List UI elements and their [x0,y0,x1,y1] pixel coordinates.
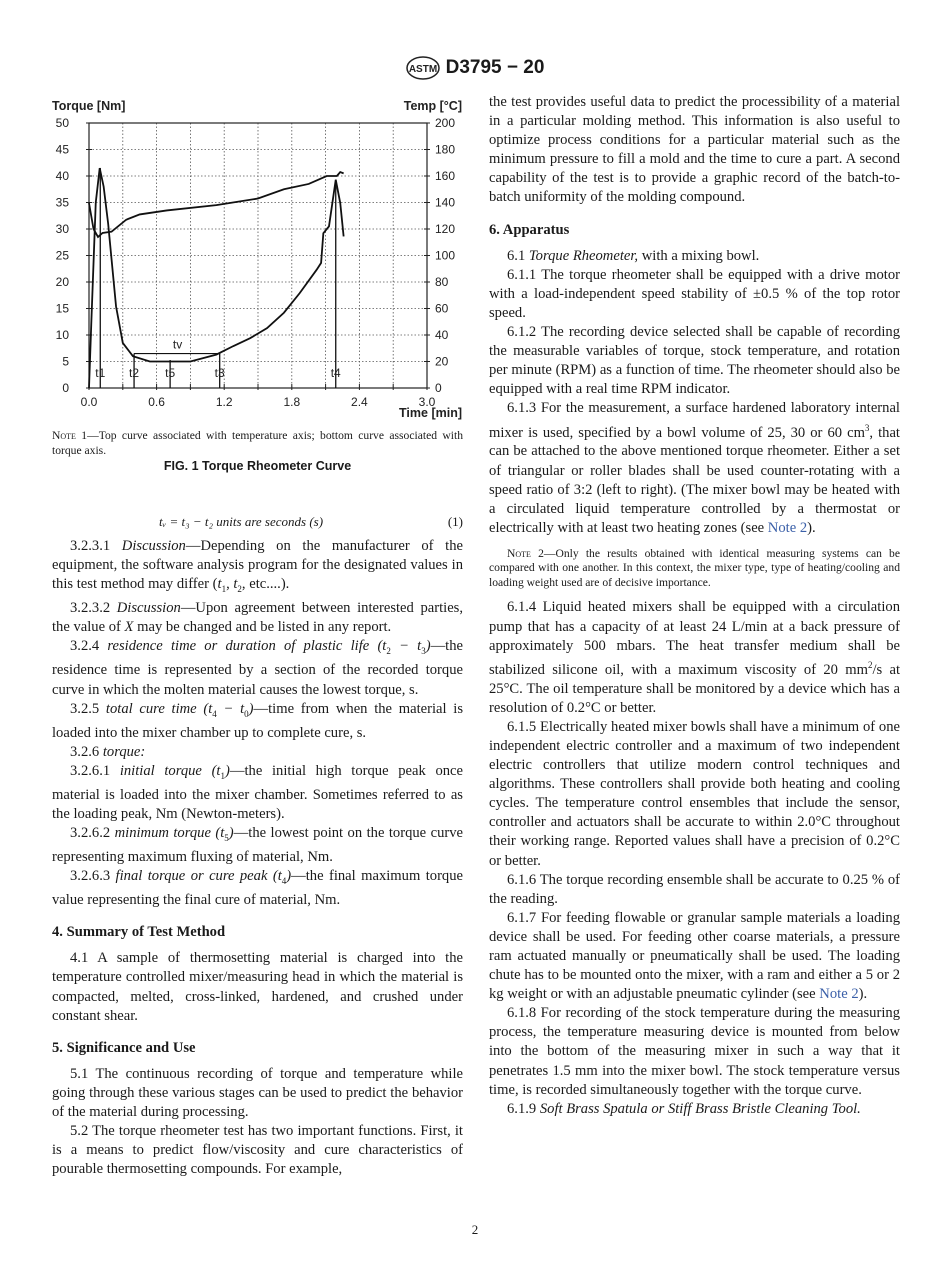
marker-label-t1: t1 [95,366,106,380]
section-heading [52,923,463,942]
y-tick-label: 20 [55,275,69,289]
y2-tick-label: 80 [435,275,449,289]
document-id: D3795 − 20 [445,57,545,79]
note [489,547,900,591]
text-run: 3 [864,422,870,433]
marker-label-t5: t5 [165,366,176,380]
note-link[interactable]: Note 2 [819,986,859,1003]
figure-caption: FIG. 1 Torque Rheometer Curve [163,459,352,473]
y2-tick-label: 160 [435,169,456,183]
text-run: 2 [237,584,242,595]
text-run: may be changed and be listed in any report. [133,619,392,636]
text-run: torque: [102,743,146,760]
text-run: , [226,576,234,593]
text-run: t [217,576,222,593]
paragraph [489,909,900,1004]
paragraph [52,537,463,599]
section-heading [52,1039,463,1058]
y-tick-label: 35 [55,195,69,210]
text-run: —Only the results obtained with identical measuring systems can be compared with one another. In this context, the mixer type, type of heating/cooling and loading weight used are of decisive importance. [489,546,901,589]
text-run: 6.1.6 The torque recording ensemble shall be accurate to 0.25 % of the reading. [489,871,900,907]
y2-tick-label: 60 [435,301,449,316]
text-run: minimum torque (t [114,825,225,842]
paragraph [52,1122,463,1179]
text-run: residence time or duration of plastic life (t [107,638,387,655]
torque-rheometer-chart [52,95,467,425]
text-run: 3.2.6.2 [70,825,115,842]
text-run: t [233,576,238,593]
text-run: —the residence time is represented by a section of the recorded torque curve in which the molten material causes the lowest torque, s. [52,638,463,698]
text-run: 5.1 The continuous recording of torque and temperature while going through these various stages can be used to predict the behavior of the material during processing. [52,1065,463,1120]
text-run: 6.1.3 For the measurement, a surface hardened laboratory internal mixer is used, specified by a bowl volume of 25, 30 or 60 cm [489,400,900,441]
paragraph [489,598,900,717]
text-run: —Upon agreement between interested parties, the value of [52,600,463,636]
text-run: /s at 25°C. The oil temperature shall be monitored by a device which has a resolution of 0.2°C or better. [489,661,900,716]
paragraph [489,247,900,266]
text-run: ) [225,762,230,779]
text-run: 6.1.2 The recording device selected shall be capable of recording the measurable variables of torque, stock temperature, and rotation per minute (RPM) as a function of time. The rheometer should also be equipped with a real time RPM indicator. [489,324,900,398]
y2-axis-label: Temp [°C] [403,99,462,113]
paragraph [489,1004,900,1099]
x-tick-label: 1.8 [283,395,301,409]
y-tick-label: 5 [62,354,69,369]
text-run: X [124,619,134,636]
text-run: 6.1.4 Liquid heated mixers shall be equipped with a circulation pump that has a capacity of at least 24 L/min at a back pressure of approximately 500 mbars. The heat transfer medium shall be stabilized silicone oil, with a maximum viscosity of 20 mm [489,599,900,678]
text-run: ) [286,868,292,885]
marker-label-t4: t4 [330,366,341,380]
text-run: ) [248,700,254,717]
text-run: 5.2 The torque rheometer test has two important functions. First, it is a means to predict flow/viscosity and cure characteristics of pourable thermosetting compounds. For example, [52,1123,463,1178]
paragraph [52,867,463,910]
series-line-torque [89,168,344,388]
paragraph [52,824,463,867]
paragraph [489,323,900,399]
y2-tick-label: 40 [435,328,449,342]
paragraph [489,266,900,323]
paragraph [52,762,463,824]
x-tick-label: 0.6 [148,395,165,409]
y2-tick-label: 100 [435,248,456,263]
y-axis-label: Torque [Nm] [52,99,126,113]
y-tick-label: 25 [55,248,69,263]
text-run: 3.2.5 [70,700,106,717]
equation-1 [52,512,463,531]
left-column [52,512,463,1179]
text-run: initial torque (t [119,762,221,779]
paragraph [489,718,900,871]
equation-text: tᵥ = t₃ − t₂ units are seconds (s) [159,514,324,529]
text-run: Torque Rheometer, [528,247,639,264]
text-run: 0 [244,708,249,719]
text-run: ). [858,986,868,1003]
text-run: Discussion [121,538,186,555]
paragraph [52,743,463,762]
paragraph [52,599,463,637]
text-run: —Depending on the manufacturer of the equipment, the software analysis program for the designated values in this test method may differ ( [52,538,463,593]
text-run: 6.1.9 [507,1100,540,1117]
series-line-temperature [89,172,344,237]
right-column [489,93,900,1119]
note-label: Note 1 [52,429,88,442]
text-run: 6.1.7 For feeding flowable or granular sample materials a loading device shall be used. For feeding other coarse materials, a pressure ram actuated manually or pneumatically shall be used. The loading chute has to be mounted onto the mixer, with a ram and either a 5 or 2 kg weight or with an adjustable pneumatic cylinder (see [489,909,900,1003]
text-run: − t [216,700,245,717]
text-run: 5. Significance and Use [52,1039,196,1056]
y2-tick-label: 120 [435,222,456,236]
paragraph [52,700,463,743]
text-run: 6.1.8 For recording of the stock temperature during the measuring process, the temperature measuring device is mounted from below into the bottom of the measuring mixer in such a way that it penetrates 1.5 mm into the mixer bowl. The stock temperature versus time, is recorded simultaneously together with the torque curve. [489,1005,900,1098]
text-run: 2 [386,646,391,657]
section-heading [489,221,900,240]
text-run: 3.2.6.3 [70,868,116,885]
paragraph [52,637,463,699]
paragraph [489,871,900,909]
y2-tick-label: 20 [435,354,449,369]
paragraph [489,93,900,208]
text-run: , etc....). [241,576,290,593]
note-text: —Top curve associated with temperature axis; bottom curve associated with torque axis. [52,429,463,457]
x-tick-label: 2.4 [351,395,368,409]
text-run: , that can be attached to the above mentioned torque rheometer. Either a set of triangular or roller blades shall be used counter-rotating with a speed ratio of 3:2 (left to right). (The mixer bowl may be heated with a circulated liquid temperature controlled by a thermostat or electrically with at least two heating zones (see [489,424,900,536]
text-run: Soft Brass Spatula or Stiff Brass Bristle Cleaning Tool. [539,1100,861,1117]
text-run: 5 [224,832,229,843]
y-tick-label: 45 [55,142,69,157]
y2-tick-label: 200 [435,116,456,130]
paragraph [52,1065,463,1122]
text-run: 4.1 A sample of thermosetting material is charged into the temperature controlled mixer/measuring head in which the material is compacted, melted, cross-linked, hardened, and crushed under constant shear. [52,950,463,1024]
text-run: 6.1 [507,247,529,264]
text-run: 3.2.4 [70,638,108,655]
y-tick-label: 0 [62,381,69,395]
y-tick-label: 30 [55,222,69,236]
y2-tick-label: 180 [435,142,456,157]
marker-label-t2: t2 [129,366,140,380]
y2-tick-label: 0 [435,381,442,395]
text-run: − t [390,638,422,655]
annotation-label-tv: tv [172,337,183,352]
text-run: 3.2.3.2 [70,600,117,617]
text-run: 2 [867,659,873,670]
text-run: the test provides useful data to predict the processibility of a material in a particular molding method. This information is also useful to optimize process conditions for a particular material such as the minimum pressure to fill a mold and the time to cure a part. A second capability of the test is to provide a graphic record of the batch-to-batch uniformity of the molding compound. [489,94,900,206]
text-run: 4. Summary of Test Method [52,924,226,941]
equation-number: (1) [447,514,463,529]
paragraph [489,1100,900,1119]
text-run: ) [228,825,234,842]
y-tick-label: 15 [55,301,69,316]
text-run: total cure time (t [105,700,213,717]
x-tick-label: 0.0 [80,395,98,409]
marker-label-t3: t3 [214,366,225,380]
text-run: —the initial high torque peak once material is loaded into the mixer chamber. Sometimes referred to as the loading peak, Nm (Newton-meters). [52,762,464,822]
paragraph [52,949,463,1025]
text-run: 3.2.3.1 [70,538,122,555]
x-tick-label: 1.2 [215,395,233,409]
astm-logo-icon [406,56,440,80]
text-run: ) [425,638,431,655]
text-run: ). [807,519,816,536]
text-run: 6. Apparatus [489,221,570,238]
x-axis-label: Time [min] [399,406,462,420]
note-link[interactable]: Note 2 [767,519,808,536]
text-run: 1 [221,584,227,595]
text-run: 4 [212,708,217,719]
svg-text:ASTM: ASTM [408,64,437,75]
y-tick-label: 50 [55,116,69,130]
text-run: 3 [421,646,426,657]
text-run: 4 [281,876,287,887]
text-run: Note 2 [507,546,544,560]
text-run: —time from when the material is loaded into the mixer chamber up to complete cure, s. [52,700,464,741]
text-run: 1 [220,770,225,781]
figure-note [52,429,463,458]
text-run: 6.1.1 The torque rheometer shall be equipped with a drive motor with a load-independent speed stability of ±0.5 % of the top rotor speed. [489,266,900,321]
text-run: Discussion [116,600,181,617]
text-run: —the lowest point on the torque curve representing maximum fluxing of material, Nm. [52,825,464,866]
text-run: 3.2.6 [70,743,103,760]
paragraph [489,399,900,538]
text-run: final torque or cure peak (t [115,868,282,885]
text-run: —the final maximum torque value representing the final cure of material, Nm. [52,868,464,909]
y-tick-label: 10 [55,328,69,342]
y-tick-label: 40 [55,169,69,183]
text-run: 3.2.6.1 [70,762,120,779]
x-tick-label: 3.0 [418,395,436,409]
text-run: with a mixing bowl. [638,247,760,264]
y2-tick-label: 140 [435,195,456,210]
text-run: 6.1.5 Electrically heated mixer bowls shall have a minimum of one independent electric controller and a maximum of two independent electric controllers that utilize modern control techniques and algorithms. These controllers shall provide both heating and cooling cycles. The temperature control ensembles that include the sensor, controller and actuators shall be accurate to within 2.0°C throughout their working range. Reported values shall have a precision of 0.2°C or better. [489,718,900,869]
page-number: 2 [471,1222,479,1237]
page-header [0,56,950,80]
